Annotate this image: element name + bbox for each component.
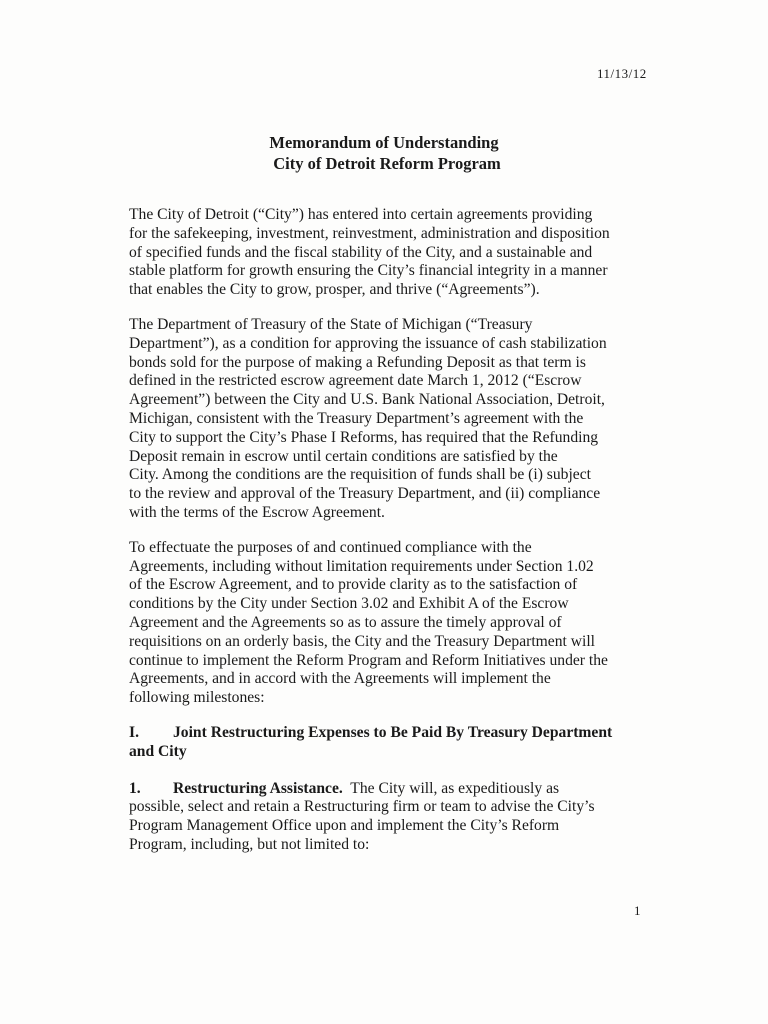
paragraph-3 [129,539,644,708]
text-line: defined in the restricted escrow agreement date March 1, 2012 (“Escrow [129,372,582,390]
text-line: to the review and approval of the Treasury Department, and (ii) compliance [129,485,601,503]
item-number: 1. [129,779,141,797]
item-text: The City will, as expeditiously as [342,779,560,797]
document-body [129,206,644,871]
section-title: Joint Restructuring Expenses to Be Paid By Treasury Department [173,723,613,741]
text-line: City. Among the conditions are the requisition of funds shall be (i) subject [129,466,591,484]
text-line: City to support the City’s Phase I Reforms, has required that the Refunding [129,428,599,446]
text-line: The City of Detroit (“City”) has entered into certain agreements providing [129,206,593,223]
document-title [0,132,768,174]
text-line: conditions by the City under Section 3.02 and Exhibit A of the Escrow [129,595,569,613]
text-line: of the Escrow Agreement, and to provide clarity as to the satisfaction of [129,576,578,594]
section-heading [129,724,644,762]
item-1 [129,780,644,855]
text-line: requisitions on an orderly basis, the City and the Treasury Department will [129,632,596,650]
text-line: Program Management Office upon and implement the City’s Reform [129,817,560,835]
text-line: possible, select and retain a Restructuring firm or team to advise the City’s [129,798,595,816]
text-line: for the safekeeping, investment, reinvestment, administration and disposition [129,224,610,242]
section-number: I. [129,723,139,741]
text-line: that enables the City to grow, prosper, and thrive (“Agreements”). [129,281,540,299]
document-date: 11/13/12 [597,66,647,81]
text-line: with the terms of the Escrow Agreement. [129,503,385,521]
text-line: Agreement”) between the City and U.S. Bank National Association, Detroit, [129,391,605,409]
section-heading-line-1 [129,724,644,743]
paragraph-2 [129,316,644,523]
text-line: bonds sold for the purpose of making a Refunding Deposit as that term is [129,353,586,371]
text-line: following milestones: [129,689,265,707]
text-line: The Department of Treasury of the State of Michigan (“Treasury [129,315,533,333]
section-heading-line-2: and City [129,742,187,760]
item-title: Restructuring Assistance. [173,779,343,797]
text-line: Agreement and the Agreements so as to assure the timely approval of [129,613,562,631]
paragraph-1 [129,206,644,300]
item-first-line [129,780,644,799]
text-line: continue to implement the Reform Program and Reform Initiatives under the [129,651,608,669]
text-line: stable platform for growth ensuring the City’s financial integrity in a manner [129,262,608,280]
page-number: 1 [634,903,641,918]
text-line: To effectuate the purposes of and continued compliance with the [129,538,532,556]
text-line: Program, including, but not limited to: [129,835,370,853]
text-line: Agreements, including without limitation requirements under Section 1.02 [129,557,594,575]
title-line-2: City of Detroit Reform Program [273,154,501,173]
text-line: Agreements, and in accord with the Agreements will implement the [129,670,551,688]
text-line: Michigan, consistent with the Treasury Department’s agreement with the [129,409,584,427]
text-line: of specified funds and the fiscal stability of the City, and a sustainable and [129,243,593,261]
text-line: Department”), as a condition for approving the issuance of cash stabilization [129,334,607,352]
text-line: Deposit remain in escrow until certain conditions are satisfied by the [129,447,558,465]
title-line-1: Memorandum of Understanding [269,133,499,152]
